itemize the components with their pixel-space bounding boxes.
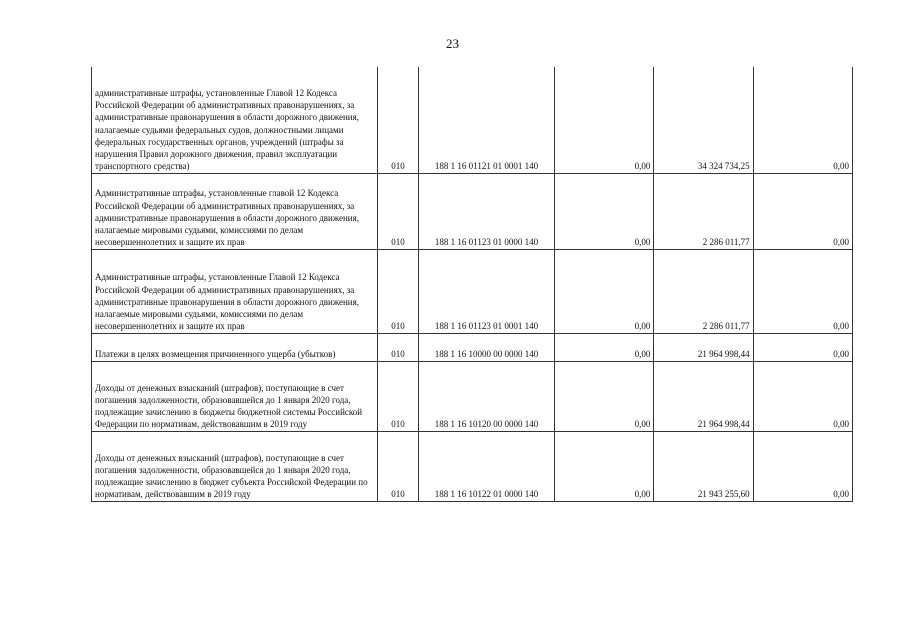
row-value-2: 21 964 998,44 xyxy=(654,333,753,361)
row-value-1: 0,00 xyxy=(555,67,654,173)
row-name-cell xyxy=(92,67,378,173)
row-code-cell: 010 xyxy=(378,431,419,501)
row-value-3: 0,00 xyxy=(753,249,852,333)
row-kbk-cell: 188 1 16 01123 01 0001 140 xyxy=(419,249,555,333)
row-name: Доходы от денежных взысканий (штрафов), поступающие в счет погашения задолженности, образовавшейся до 1 января 2020 года, подлежащие зачислению в бюджет субъекта Российской Федерации по нормативам, действовавшим в 2019 году xyxy=(95,452,368,500)
row-value-2: 2 286 011,77 xyxy=(654,173,753,249)
row-value-1: 0,00 xyxy=(555,361,654,431)
row-code-cell: 010 xyxy=(378,361,419,431)
row-name-cell xyxy=(92,249,378,333)
row-value-1: 0,00 xyxy=(555,249,654,333)
row-value-2: 21 964 998,44 xyxy=(654,361,753,431)
row-name-cell xyxy=(92,431,378,501)
row-value-2: 21 943 255,60 xyxy=(654,431,753,501)
row-name-cell xyxy=(92,361,378,431)
row-value-3: 0,00 xyxy=(753,333,852,361)
row-kbk-cell: 188 1 16 01123 01 0000 140 xyxy=(419,173,555,249)
row-name: Доходы от денежных взысканий (штрафов), поступающие в счет погашения задолженности, образовавшейся до 1 января 2020 года, подлежащие зачислению в бюджеты бюджетной системы Российской Федерации по нормативам, действовавшим в 2019 году xyxy=(95,382,363,430)
table-row xyxy=(92,333,853,361)
row-name: Платежи в целях возмещения причиненного ущерба (убытков) xyxy=(95,349,336,360)
row-name: Административные штрафы, установленные Главой 12 Кодекса Российской Федерации об административных правонарушениях, за административные правонарушения в области дорожного движения, налагаемые мировыми судьями, комиссиями по делам несовершеннолетних и защите их прав xyxy=(95,272,359,332)
row-value-1: 0,00 xyxy=(555,173,654,249)
row-value-1: 0,00 xyxy=(555,333,654,361)
row-value-1: 0,00 xyxy=(555,431,654,501)
row-name-cell xyxy=(92,173,378,249)
row-name: Административные штрафы, установленные главой 12 Кодекса Российской Федерации об административных правонарушениях, за административные правонарушения в области дорожного движения, налагаемые мировыми судьями, комиссиями по делам несовершеннолетних и защите их прав xyxy=(95,188,359,248)
table-row xyxy=(92,431,853,501)
table-row xyxy=(92,173,853,249)
row-value-3: 0,00 xyxy=(753,173,852,249)
page-number: 23 xyxy=(446,36,459,51)
row-code-cell: 010 xyxy=(378,249,419,333)
table-row xyxy=(92,249,853,333)
row-kbk-cell: 188 1 16 10000 00 0000 140 xyxy=(419,333,555,361)
table-row xyxy=(92,361,853,431)
row-code-cell: 010 xyxy=(378,173,419,249)
row-value-2: 34 324 734,25 xyxy=(654,67,753,173)
row-value-3: 0,00 xyxy=(753,67,852,173)
row-value-3: 0,00 xyxy=(753,361,852,431)
row-value-3: 0,00 xyxy=(753,431,852,501)
row-code-cell: 010 xyxy=(378,333,419,361)
row-code-cell: 010 xyxy=(378,67,419,173)
row-kbk-cell: 188 1 16 10120 00 0000 140 xyxy=(419,361,555,431)
row-value-2: 2 286 011,77 xyxy=(654,249,753,333)
row-kbk-cell: 188 1 16 01121 01 0001 140 xyxy=(419,67,555,173)
table-row xyxy=(92,67,853,173)
row-name-cell xyxy=(92,333,378,361)
row-name: административные штрафы, установленные Главой 12 Кодекса Российской Федерации об административных правонарушениях, за административные правонарушения в области дорожного движения, налагаемые судьями федеральных судов, должностными лицами федеральных государственных органов, учреждений (штрафы за нарушения Правил дорожного движения, правил эксплуатации транспортного средства) xyxy=(95,88,359,172)
budget-table xyxy=(91,67,853,502)
row-kbk-cell: 188 1 16 10122 01 0000 140 xyxy=(419,431,555,501)
